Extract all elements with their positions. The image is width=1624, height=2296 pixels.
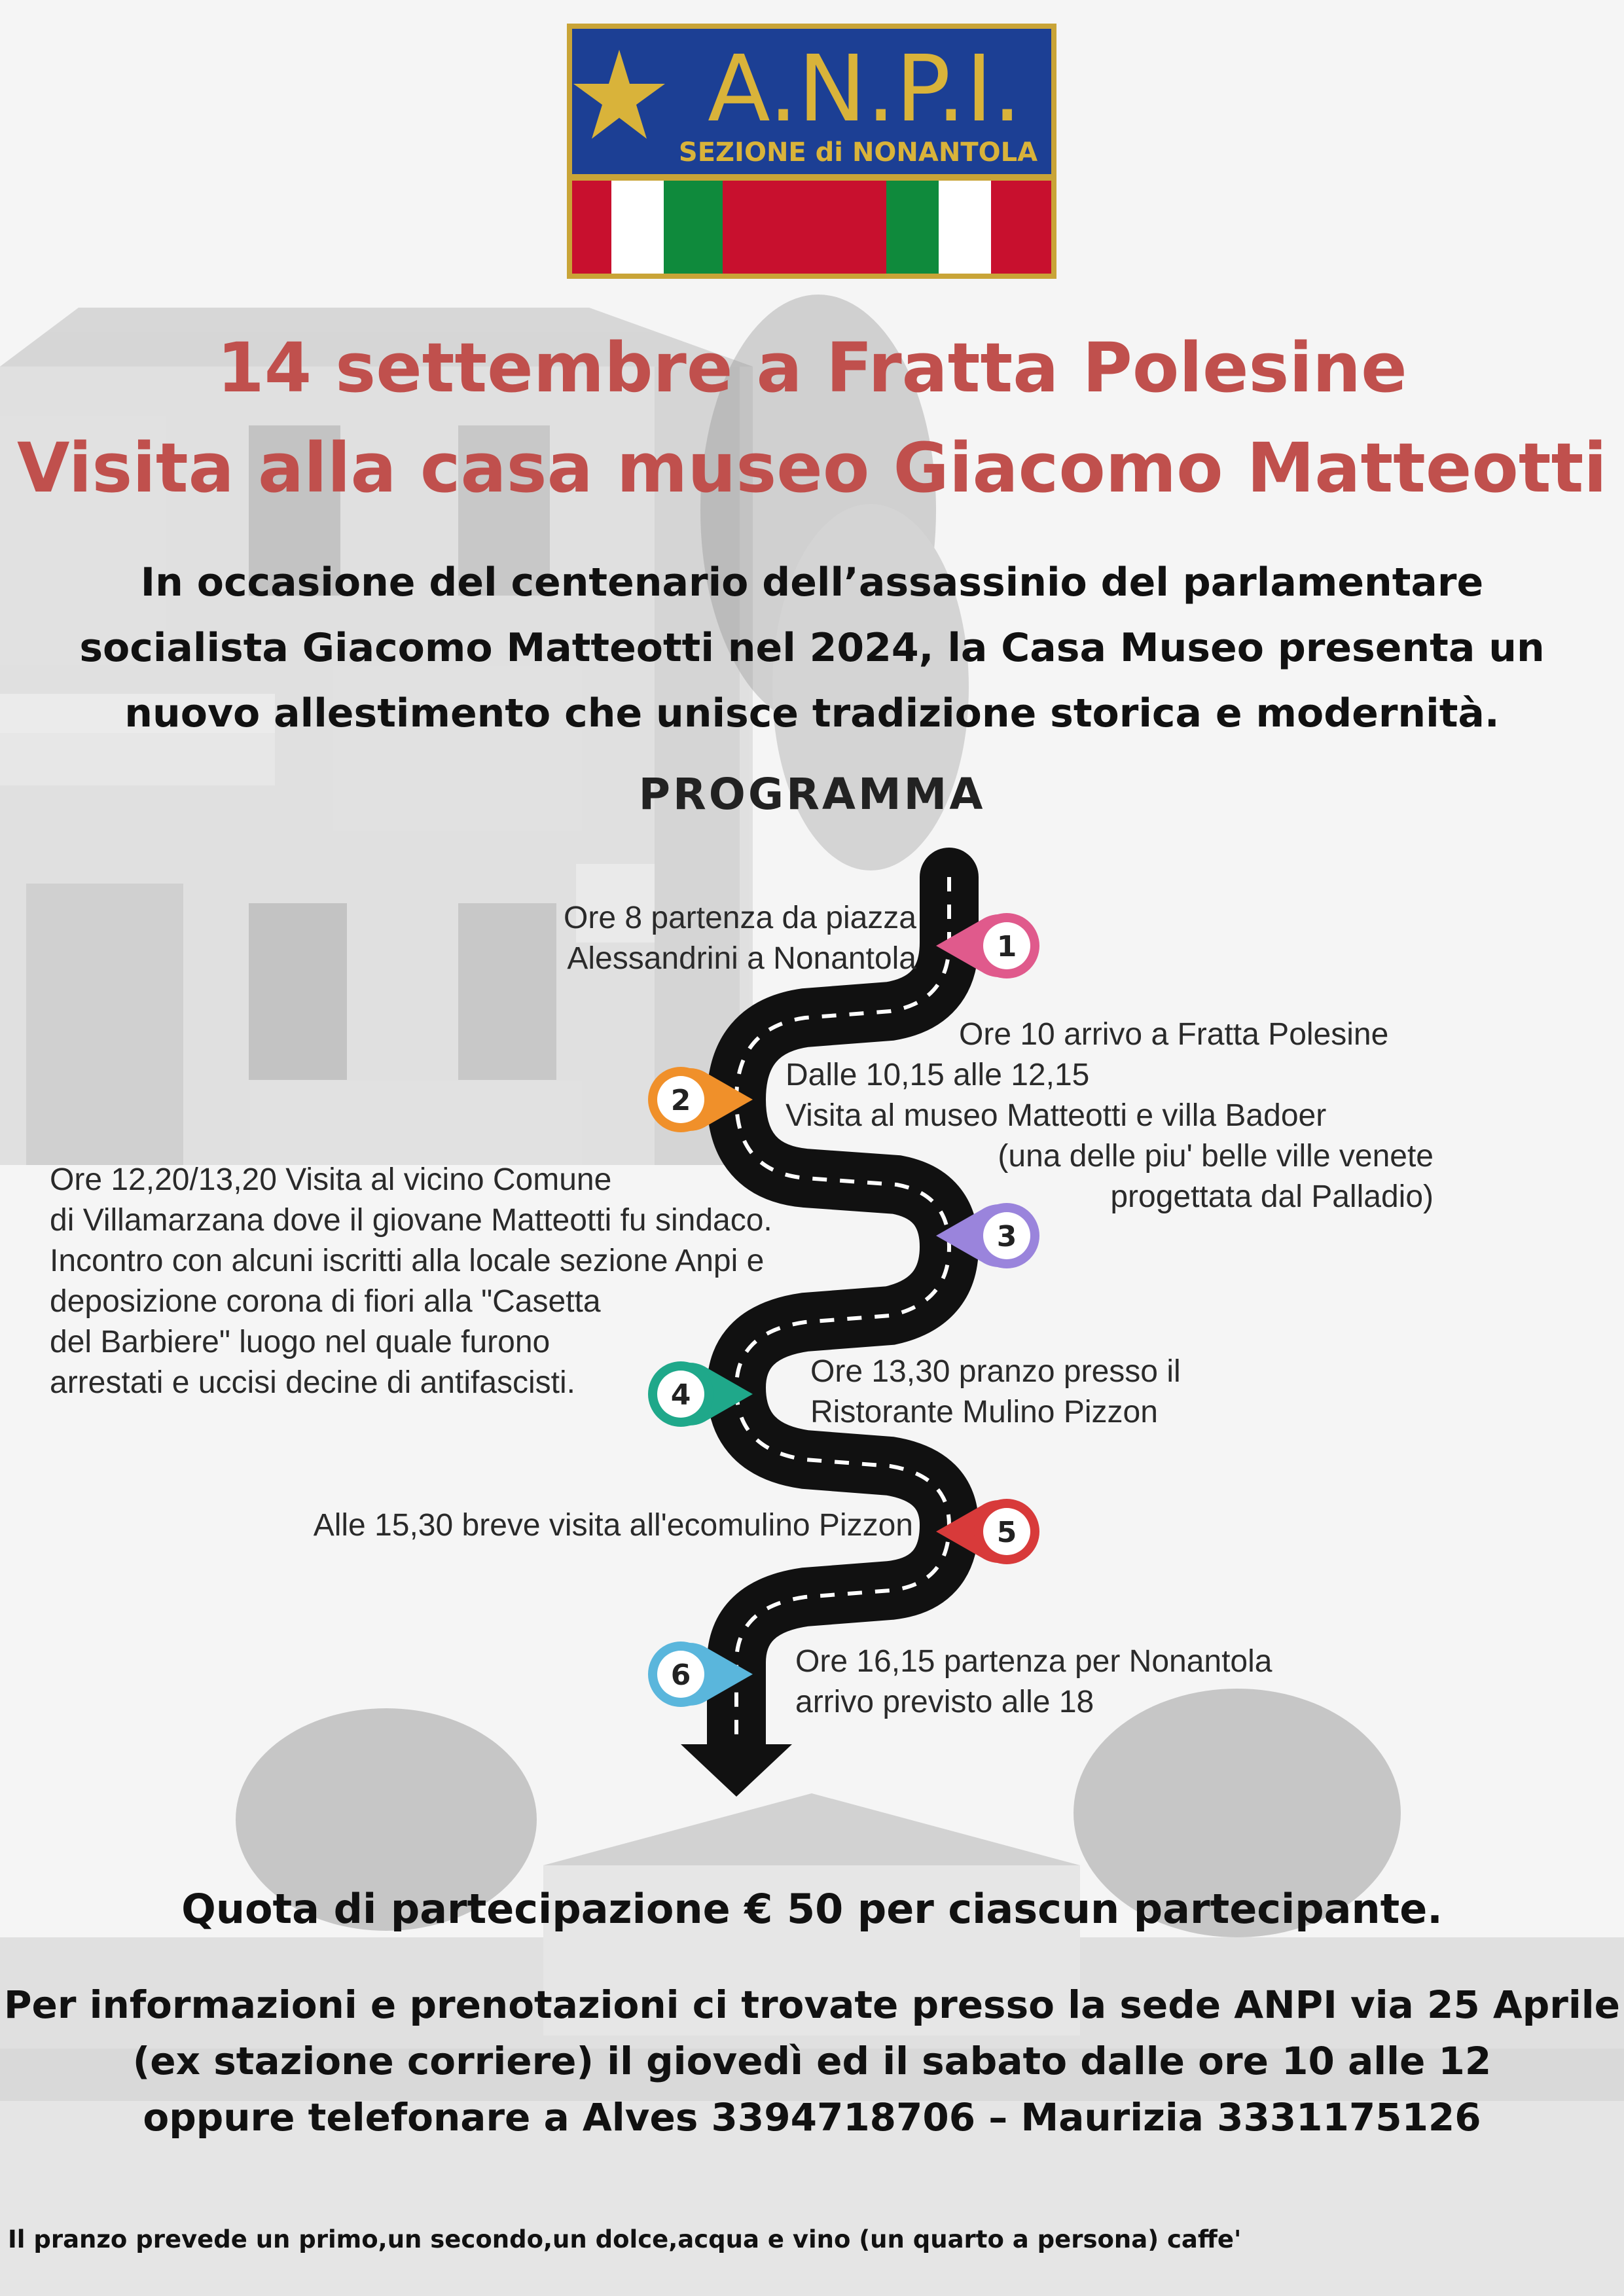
- step-1-line: Ore 8 partenza da piazza: [564, 901, 916, 935]
- step-2-line: progettata dal Palladio): [1110, 1179, 1434, 1214]
- program-heading: PROGRAMMA: [638, 769, 986, 819]
- contact-line-2: (ex stazione corriere) il giovedì ed il sabato dalle ore 10 alle 12: [132, 2039, 1492, 2083]
- step-text-6: [795, 1641, 1272, 1723]
- step-text-4: [810, 1352, 1181, 1433]
- step-1-line: Alessandrini a Nonantola: [567, 941, 916, 976]
- logo-name: A.N.P.I.: [708, 36, 1022, 143]
- intro-line-3: nuovo allestimento che unisce tradizione storica e modernità.: [124, 691, 1500, 736]
- step-text-2: [785, 1014, 1388, 1136]
- step-number-5: 5: [996, 1516, 1017, 1549]
- lunch-note: Il pranzo prevede un primo,un secondo,un dolce,acqua e vino (un quarto a persona) caffe': [8, 2225, 1242, 2253]
- step-4-line: Ristorante Mulino Pizzon: [810, 1395, 1158, 1429]
- step-text-3: [50, 1160, 772, 1403]
- step-text-1: [327, 898, 916, 979]
- intro-line-1: In occasione del centenario dell’assassinio del parlamentare: [140, 560, 1484, 605]
- step-6-line: Ore 16,15 partenza per Nonantola: [795, 1644, 1272, 1679]
- step-5-line: Alle 15,30 breve visita all'ecomulino Pizzon: [313, 1508, 913, 1543]
- step-text-5: [196, 1505, 913, 1546]
- participation-fee: Quota di partecipazione € 50 per ciascun partecipante.: [181, 1885, 1443, 1933]
- step-3-line: Ore 12,20/13,20 Visita al vicino Comune: [50, 1162, 612, 1197]
- road-arrow-icon: [681, 1744, 792, 1797]
- step-number-3: 3: [996, 1220, 1017, 1253]
- step-2-line: Dalle 10,15 alle 12,15: [785, 1058, 1090, 1092]
- step-4-line: Ore 13,30 pranzo presso il: [810, 1354, 1181, 1389]
- step-2-line: Ore 10 arrivo a Fratta Polesine: [959, 1017, 1389, 1052]
- step-number-1: 1: [996, 930, 1017, 963]
- step-text-2-detail: [851, 1136, 1434, 1217]
- contact-line-1: Per informazioni e prenotazioni ci trovate presso la sede ANPI via 25 Aprile: [4, 1982, 1620, 2027]
- step-3-line: del Barbiere" luogo nel quale furono: [50, 1325, 550, 1359]
- step-3-line: di Villamarzana dove il giovane Matteotti fu sindaco.: [50, 1203, 772, 1238]
- step-2-line: Visita al museo Matteotti e villa Badoer: [785, 1098, 1327, 1133]
- step-number-2: 2: [670, 1084, 691, 1117]
- step-6-line: arrivo previsto alle 18: [795, 1685, 1094, 1719]
- step-3-line: deposizione corona di fiori alla "Casetta: [50, 1284, 601, 1319]
- step-3-line: arrestati e uccisi decine di antifascisti.: [50, 1365, 576, 1400]
- contact-info: [0, 1977, 1624, 2145]
- title-date-place: 14 settembre a Fratta Polesine: [217, 328, 1407, 408]
- intro-line-2: socialista Giacomo Matteotti nel 2024, la Casa Museo presenta un: [79, 625, 1545, 671]
- step-3-line: Incontro con alcuni iscritti alla locale sezione Anpi e: [50, 1244, 765, 1278]
- contact-line-3: oppure telefonare a Alves 3394718706 – Maurizia 3331175126: [143, 2095, 1481, 2140]
- step-2-line: (una delle piu' belle ville venete: [998, 1139, 1434, 1174]
- step-number-6: 6: [670, 1659, 691, 1692]
- logo-section: SEZIONE di NONANTOLA: [678, 137, 1038, 168]
- step-number-4: 4: [670, 1378, 691, 1412]
- title-visit: Visita alla casa museo Giacomo Matteotti: [17, 428, 1607, 508]
